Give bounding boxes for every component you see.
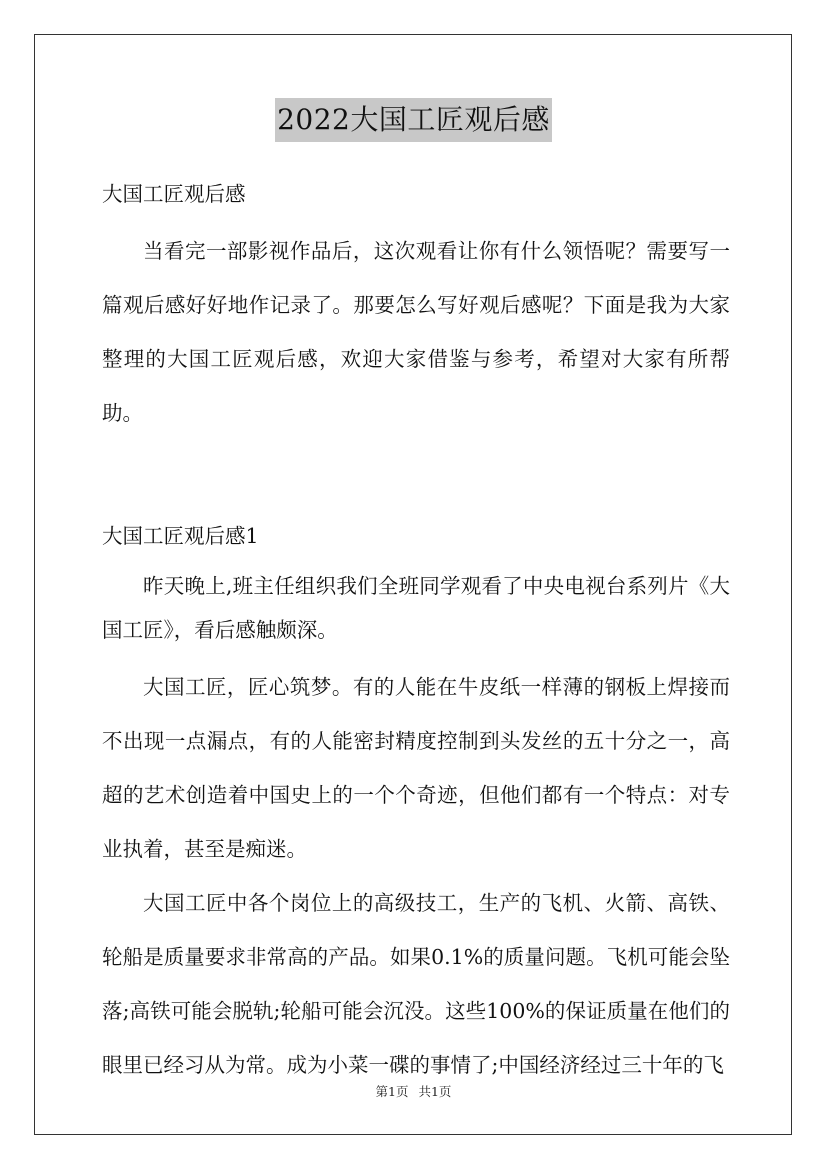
spacer xyxy=(102,216,730,224)
page-footer xyxy=(0,1083,827,1101)
document-title: 2022大国工匠观后感 xyxy=(275,98,552,142)
section-paragraph-1: 昨天晚上,班主任组织我们全班同学观看了中央电视台系列片《大国工匠》，看后感触颇深。 xyxy=(102,574,730,642)
section-heading: 大国工匠观后感1 xyxy=(102,524,259,548)
spacer xyxy=(102,440,730,514)
spacer xyxy=(102,652,730,660)
intro-paragraph: 当看完一部影视作品后，这次观看让你有什么领悟呢？需要写一篇观后感好好地作记录了。那要怎么写好观后感呢？下面是我为大家整理的大国工匠观后感，欢迎大家借鉴与参考，希望对大家有所帮助。 xyxy=(102,239,730,425)
page-number: 第1页 xyxy=(375,1084,409,1099)
section-paragraph-3: 大国工匠中各个岗位上的高级技工，生产的飞机、火箭、高铁、轮船是质量要求非常高的产品。如果0.1%的质量问题。飞机可能会坠落;高铁可能会脱轨;轮船可能会沉没。这些100%的保证质量在他们的眼里已经习从为常。成为小菜一碟的事情了;中国经济经过三十年的飞 xyxy=(102,891,730,1077)
document-subtitle: 大国工匠观后感 xyxy=(102,182,246,206)
section-paragraph-2: 大国工匠，匠心筑梦。有的人能在牛皮纸一样薄的钢板上焊接而不出现一点漏点，有的人能密封精度控制到头发丝的五十分之一，高超的艺术创造着中国史上的一个个奇迹，但他们都有一个特点：对专业执着，甚至是痴迷。 xyxy=(102,675,730,861)
page-total: 共1页 xyxy=(418,1084,452,1099)
title-wrap xyxy=(0,98,827,142)
document-body xyxy=(102,172,730,1092)
